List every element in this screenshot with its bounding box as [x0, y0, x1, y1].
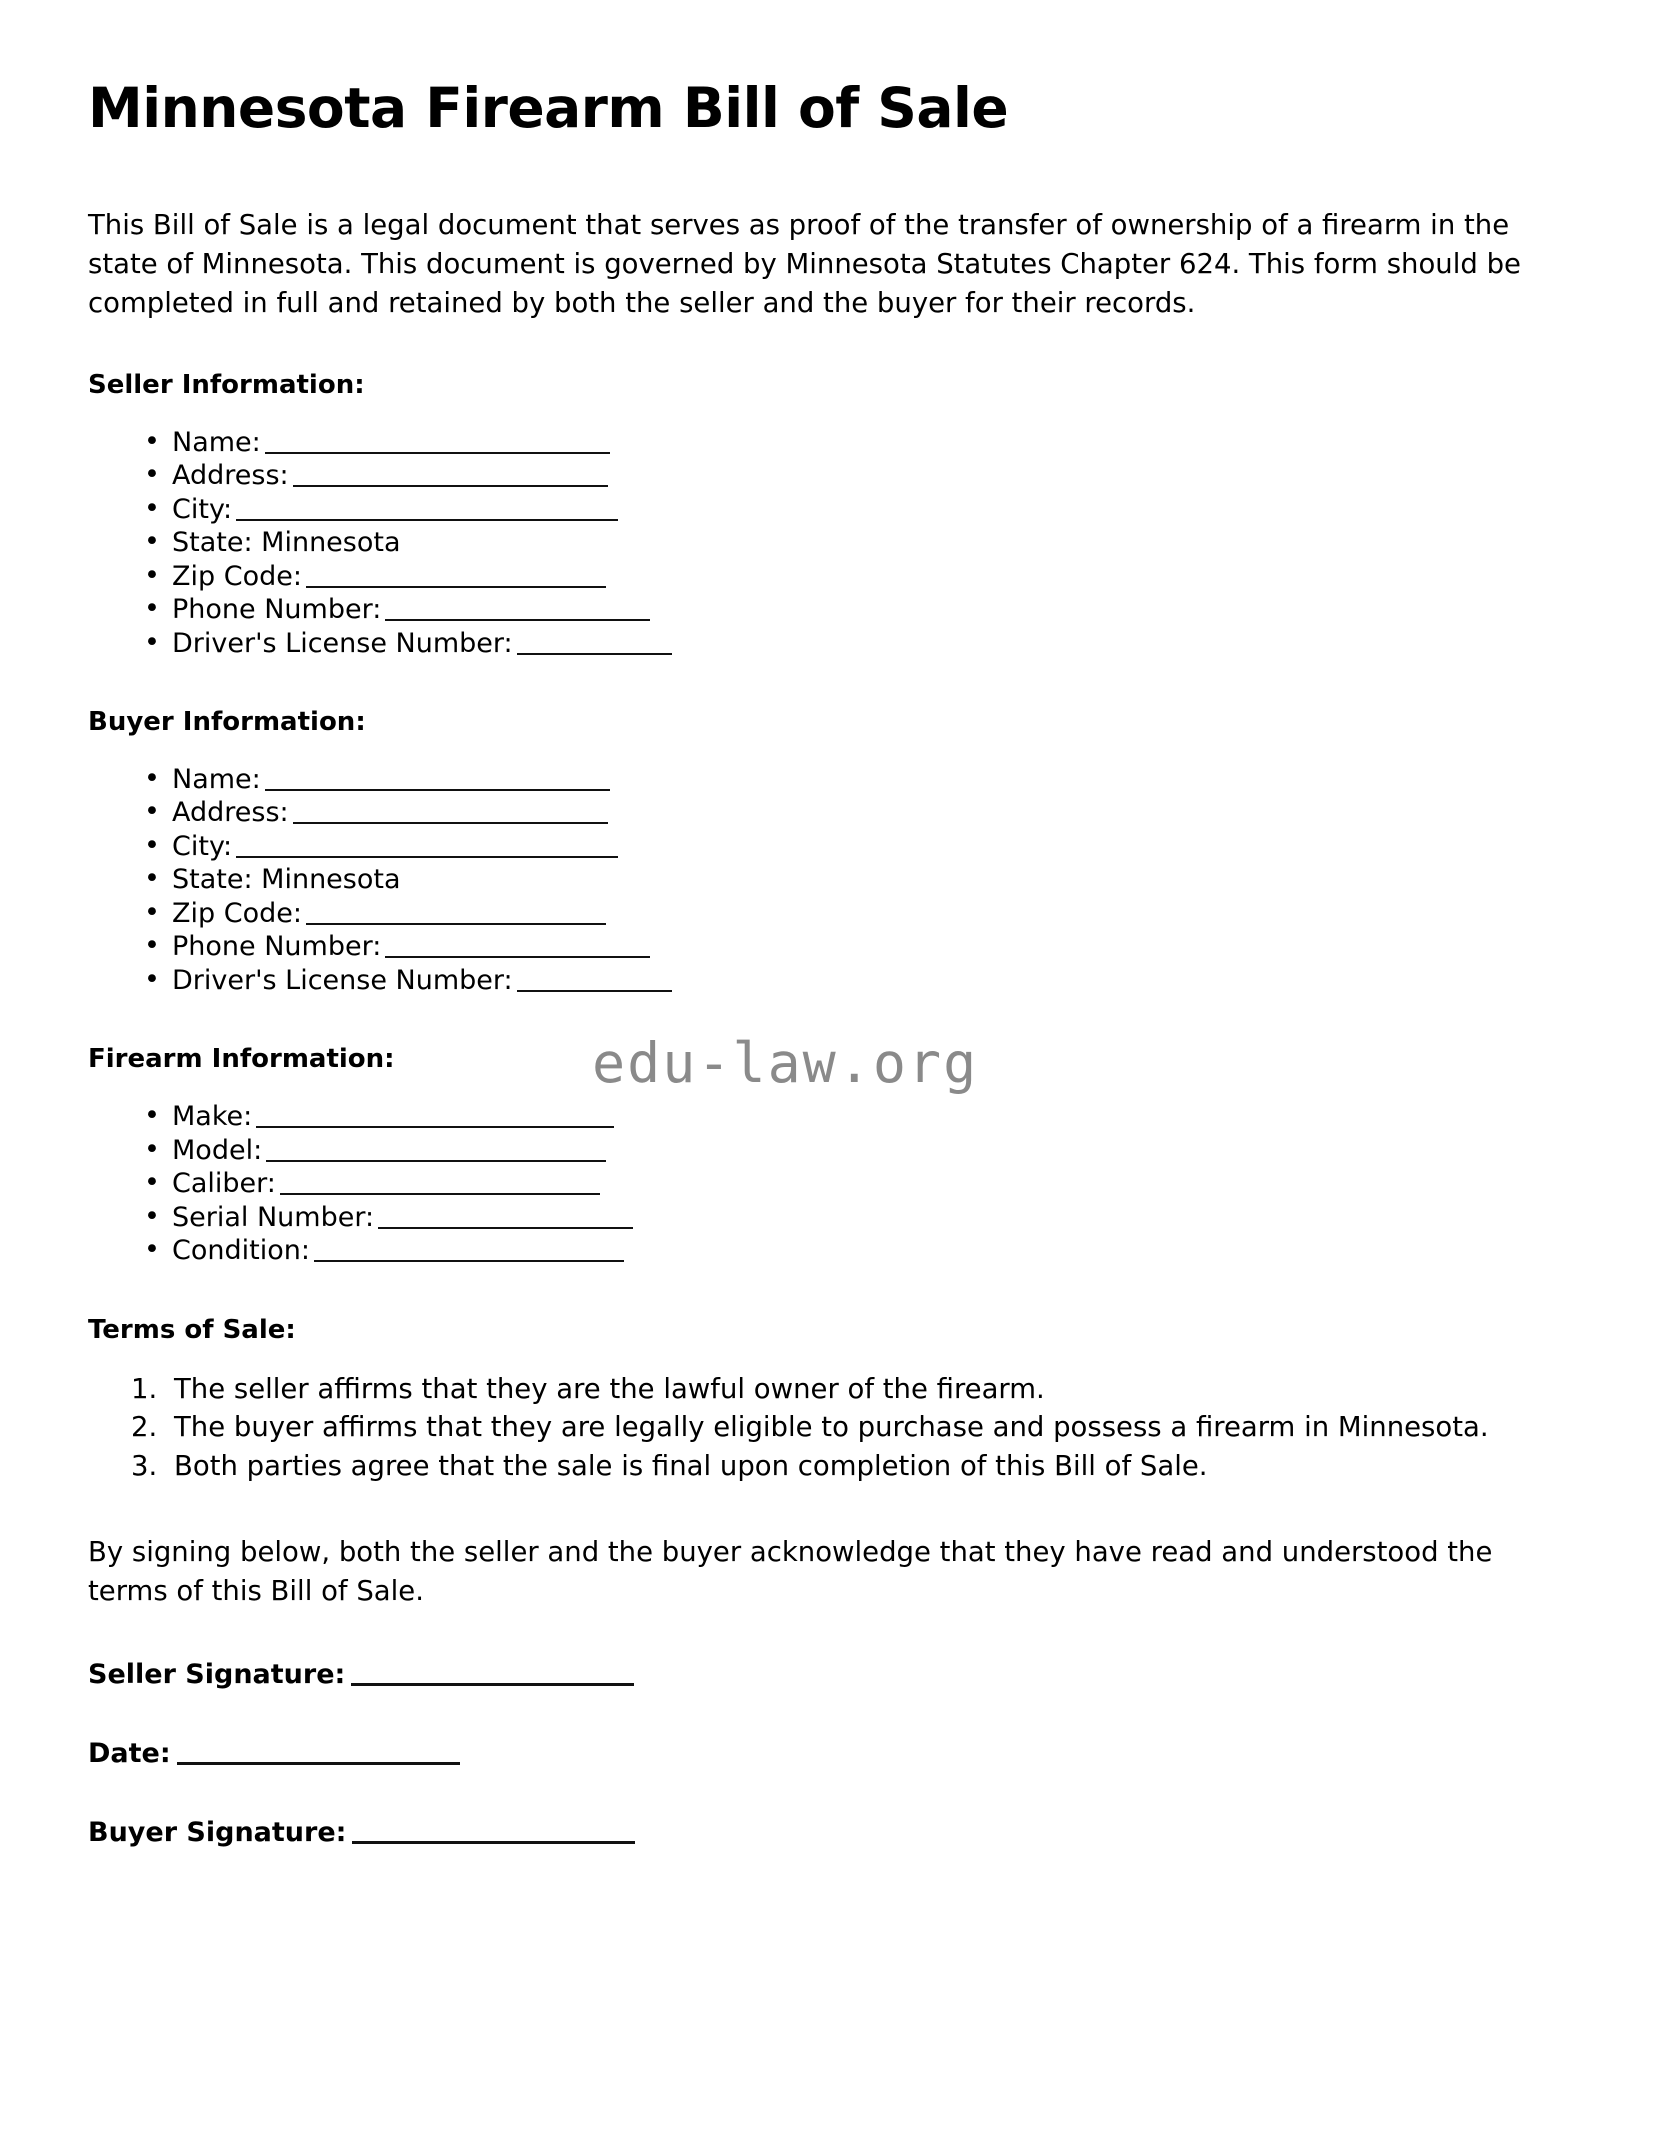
signature-blank-line[interactable] — [351, 1663, 634, 1686]
field-label: State: — [172, 864, 253, 896]
list-item — [140, 763, 1568, 796]
terms-of-sale-heading: Terms of Sale: — [88, 1314, 296, 1345]
field-label: Serial Number: — [172, 1201, 375, 1233]
firearm-field-list — [88, 1100, 1568, 1267]
field-blank-line[interactable] — [265, 432, 610, 454]
field-label: Zip Code: — [172, 897, 302, 929]
list-item — [140, 1234, 1568, 1267]
field-label: Driver's License Number: — [172, 627, 513, 659]
closing-paragraph: By signing below, both the seller and the buyer acknowledge that they have read and understood the terms of this Bill of Sale. — [88, 1536, 1493, 1608]
field-blank-line[interactable] — [293, 465, 608, 487]
list-item — [140, 593, 1568, 626]
field-label: State: — [172, 527, 253, 559]
signature-row — [88, 1817, 1568, 1848]
field-blank-line[interactable] — [266, 1140, 606, 1162]
field-blank-line[interactable] — [236, 499, 618, 521]
field-value: Minnesota — [252, 864, 401, 896]
field-blank-line[interactable] — [306, 903, 606, 925]
list-item — [140, 964, 1568, 997]
list-item — [140, 493, 1568, 526]
field-blank-line[interactable] — [280, 1173, 600, 1195]
list-item — [140, 830, 1568, 863]
list-item — [140, 1100, 1568, 1133]
list-item: 1. The seller affirms that they are the lawful owner of the firearm. — [166, 1370, 1568, 1409]
signature-block — [88, 1659, 1568, 1848]
field-blank-line[interactable] — [385, 599, 650, 621]
signature-blank-line[interactable] — [177, 1742, 460, 1765]
list-item — [140, 426, 1568, 459]
seller-information-heading: Seller Information: — [88, 369, 365, 400]
signature-blank-line[interactable] — [352, 1821, 635, 1844]
seller-field-list — [88, 426, 1568, 660]
field-label: Name: — [172, 426, 261, 458]
field-label: Name: — [172, 764, 261, 796]
field-blank-line[interactable] — [314, 1240, 624, 1262]
field-label: Phone Number: — [172, 594, 382, 626]
field-label: Address: — [172, 460, 289, 492]
field-blank-line[interactable] — [517, 970, 672, 992]
field-blank-line[interactable] — [256, 1106, 614, 1128]
list-item — [140, 897, 1568, 930]
field-label: Driver's License Number: — [172, 964, 513, 996]
list-item — [140, 796, 1568, 829]
field-label: Condition: — [172, 1235, 310, 1267]
signature-row — [88, 1738, 1568, 1769]
list-item: 3. Both parties agree that the sale is final upon completion of this Bill of Sale. — [166, 1447, 1568, 1486]
signature-label: Date: — [88, 1738, 171, 1770]
list-item — [140, 627, 1568, 660]
signature-row — [88, 1659, 1568, 1690]
field-blank-line[interactable] — [378, 1207, 633, 1229]
field-blank-line[interactable] — [265, 769, 610, 791]
field-blank-line[interactable] — [236, 836, 618, 858]
field-blank-line[interactable] — [517, 633, 672, 655]
field-label: Model: — [172, 1134, 263, 1166]
list-item — [140, 1167, 1568, 1200]
watermark-text: edu-law.org — [592, 1031, 979, 1095]
signature-label: Seller Signature: — [88, 1659, 346, 1691]
field-value: Minnesota — [252, 527, 401, 559]
field-label: City: — [172, 493, 233, 525]
field-blank-line[interactable] — [306, 566, 606, 588]
field-blank-line[interactable] — [293, 802, 608, 824]
field-label: Caliber: — [172, 1168, 276, 1200]
terms-of-sale-list — [88, 1370, 1568, 1486]
signature-label: Buyer Signature: — [88, 1817, 347, 1849]
list-item — [140, 459, 1568, 492]
field-label: Address: — [172, 797, 289, 829]
list-item — [140, 1134, 1568, 1167]
buyer-field-list — [88, 763, 1568, 997]
field-label: City: — [172, 830, 233, 862]
page-title: Minnesota Firearm Bill of Sale — [88, 76, 1009, 140]
field-label: Phone Number: — [172, 931, 382, 963]
firearm-information-heading: Firearm Information: — [88, 1044, 395, 1075]
list-item — [140, 930, 1568, 963]
intro-paragraph: This Bill of Sale is a legal document that serves as proof of the transfer of ownership of a firearm in the state of Minnesota. This document is governed by Minnesota Statutes Chapter 624. This form should be completed in full and retained by both the seller and the buyer for their records. — [88, 208, 1521, 319]
list-item — [140, 560, 1568, 593]
list-item — [140, 863, 1568, 896]
list-item — [140, 1201, 1568, 1234]
list-item — [140, 526, 1568, 559]
document-body — [88, 0, 1568, 1848]
buyer-information-heading: Buyer Information: — [88, 707, 366, 738]
list-item: 2. The buyer affirms that they are legally eligible to purchase and possess a firearm in Minnesota. — [166, 1408, 1568, 1447]
field-label: Make: — [172, 1101, 253, 1133]
field-label: Zip Code: — [172, 560, 302, 592]
field-blank-line[interactable] — [385, 936, 650, 958]
